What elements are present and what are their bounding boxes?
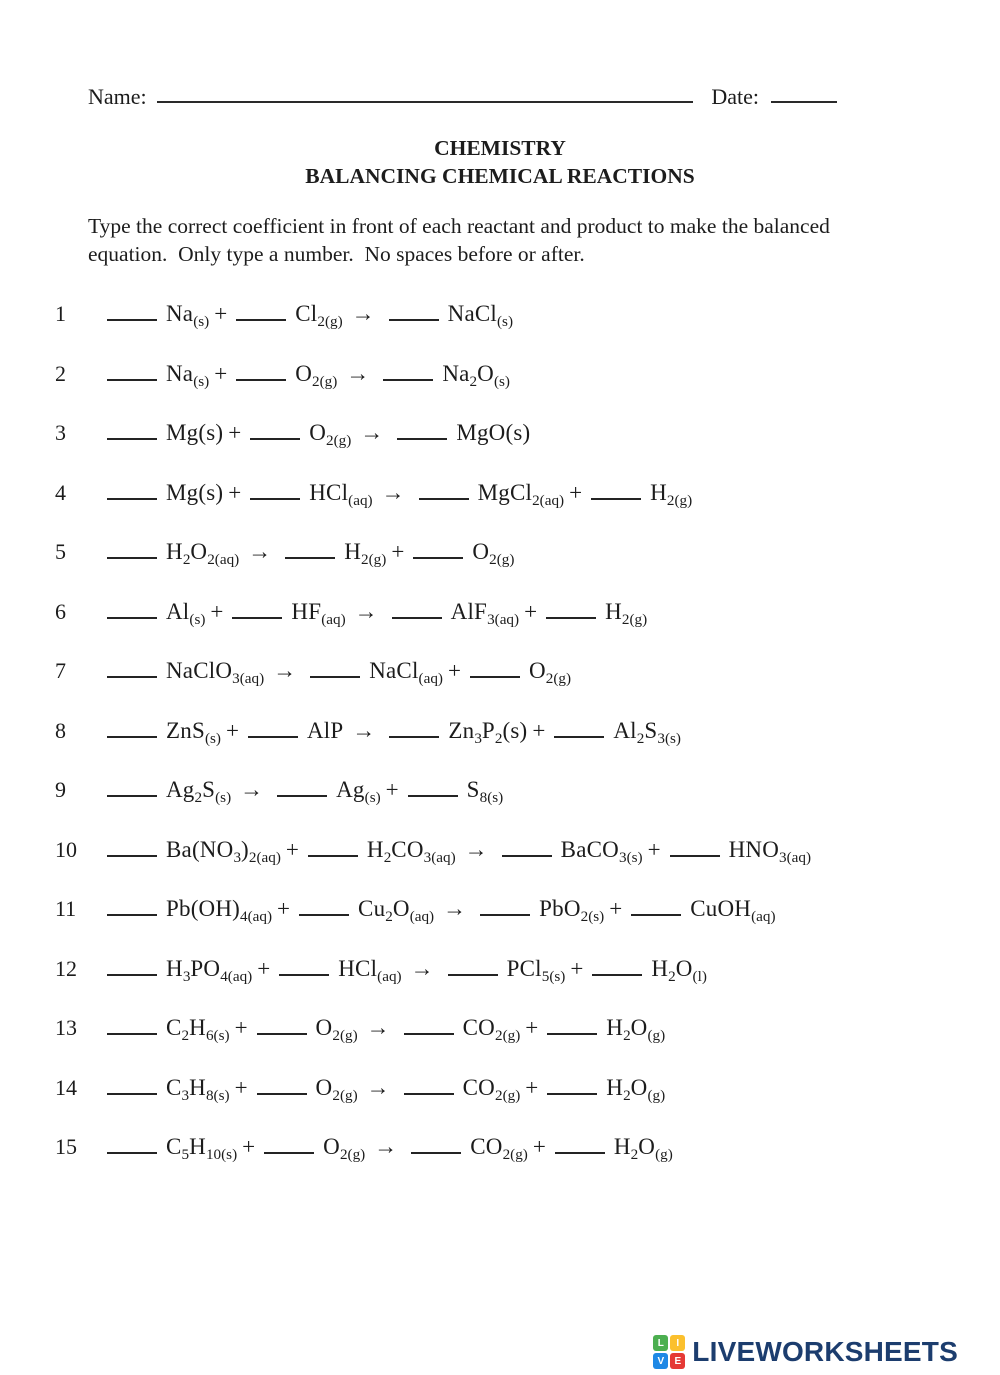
chemical-formula: $H_2CO_{3(aq)}$ [366,836,456,866]
coefficient-blank[interactable] [547,1033,597,1035]
chemical-formula: $H_2O_{(g)}$ [606,1074,666,1104]
equation-number: 4 [55,479,66,505]
plus-operator: + [570,955,584,981]
coefficient-blank[interactable] [279,974,329,976]
chemical-formula: AlP [306,717,344,743]
chemical-formula: $O_{2(g)}$ [315,1015,358,1044]
coefficient-blank[interactable] [502,855,552,857]
logo-tile-i: I [670,1335,685,1351]
chemical-formula: $C_2H_{6(s)}$ [166,1015,230,1044]
chemical-formula: $C_5H_{10(s)}$ [166,1134,238,1163]
reaction-arrow: → [248,539,272,564]
plus-operator: + [525,1074,539,1100]
coefficient-blank[interactable] [546,617,596,619]
chemical-formula: NaClO$_{3(aq)}$ [166,658,265,687]
instructions-line-2: equation. Only type a number. No spaces before or after. [88,241,585,266]
equation-row [55,820,1000,880]
chemical-formula: $Pb(OH)_{4(aq)}$ [166,896,273,925]
date-blank[interactable] [771,101,837,103]
plus-operator: + [569,479,583,505]
instructions [88,213,910,268]
reaction-arrow: → [381,479,405,505]
equation-row [55,463,1000,523]
chemical-formula: $O_{2(g)}$ [295,360,338,390]
coefficient-blank[interactable] [480,914,530,916]
plus-operator: + [647,836,661,862]
equation-row [55,344,1000,404]
plus-operator: + [210,598,224,624]
equation-number: 10 [55,836,77,862]
coefficient-blank[interactable] [310,676,360,678]
coefficient-blank[interactable] [107,1033,157,1035]
equation-number: 13 [55,1015,77,1040]
date-label: Date: [711,84,759,109]
plus-operator: + [242,1134,256,1159]
chemical-formula: $CO_{2(g)}$ [462,1074,521,1104]
chemical-formula: $CO_{2(g)}$ [462,1015,521,1044]
plus-operator: + [277,896,291,921]
chemical-formula: Mg(s) [166,479,224,505]
reaction-arrow: → [443,896,467,921]
equation-row [55,998,1000,1058]
logo-tile-l: L [653,1335,668,1351]
coefficient-blank[interactable] [107,736,157,738]
reaction-arrow: → [366,1015,390,1040]
coefficient-blank[interactable] [592,974,642,976]
chemical-formula: ZnS$_{(s)}$ [166,717,221,747]
chemical-formula: $H_{2(g)}$ [605,598,648,628]
coefficient-blank[interactable] [670,855,720,857]
coefficient-blank[interactable] [308,855,358,857]
coefficient-blank[interactable] [392,617,442,619]
equation-row [55,1117,1000,1177]
plus-operator: + [532,1134,546,1159]
chemical-formula: $O_{2(g)}$ [528,658,572,687]
title-block [0,135,1000,190]
coefficient-blank[interactable] [448,974,498,976]
plus-operator: + [447,658,461,683]
chemical-formula: BaCO$_{3(s)}$ [560,836,643,866]
reaction-arrow: → [464,836,488,862]
chemical-formula: $Ba(NO_3)_{2(aq)}$ [166,836,281,866]
plus-operator: + [257,955,271,981]
chemical-formula: $Al_2S_{3(s)}$ [613,717,681,747]
plus-operator: + [228,420,242,445]
chemical-formula: PCl$_{5(s)}$ [506,955,566,985]
coefficient-blank[interactable] [107,319,157,321]
chemical-formula: $H_2O_{(g)}$ [613,1134,673,1163]
coefficient-blank[interactable] [236,319,286,321]
chemical-formula: $H_{2(g)}$ [344,539,387,568]
chemical-formula: $O_{2(g)}$ [472,539,515,568]
coefficient-blank[interactable] [404,1033,454,1035]
equation-row [55,939,1000,999]
coefficient-blank[interactable] [411,1152,461,1154]
liveworksheets-logo[interactable] [653,1335,958,1369]
plus-operator: + [225,717,239,743]
plus-operator: + [385,777,399,802]
equation-row [55,701,1000,761]
coefficient-blank[interactable] [107,498,157,500]
equation-row [55,522,1000,582]
chemical-formula: $HF_{(aq)}$ [291,598,346,628]
coefficient-blank[interactable] [250,498,300,500]
coefficient-blank[interactable] [419,498,469,500]
name-date-row [88,84,837,110]
chemical-formula: MgO(s) [456,420,531,445]
coefficient-blank[interactable] [107,557,157,559]
page-title: CHEMISTRY [434,136,566,160]
instructions-line-1: Type the correct coefficient in front of each reactant and product to make the balanced [88,214,830,238]
coefficient-blank[interactable] [257,1093,307,1095]
plus-operator: + [214,301,228,326]
reaction-arrow: → [366,1074,390,1100]
reaction-arrow: → [240,777,264,802]
plus-operator: + [228,479,242,505]
reaction-arrow: → [352,717,376,743]
chemical-formula: NaCl$_{(s)}$ [447,301,514,330]
plus-operator: + [234,1015,248,1040]
coefficient-blank[interactable] [107,795,157,797]
equation-number: 9 [55,777,66,802]
chemical-formula: $Ag_{(s)}$ [336,777,381,806]
plus-operator: + [532,717,546,743]
equations-list [0,284,1000,1177]
coefficient-blank[interactable] [107,914,157,916]
coefficient-blank[interactable] [107,855,157,857]
chemical-formula: $H_3PO_{4(aq)}$ [166,955,253,985]
coefficient-blank[interactable] [404,1093,454,1095]
chemical-formula: $Cu_2O_{(aq)}$ [358,896,435,925]
coefficient-blank[interactable] [107,379,157,381]
reaction-arrow: → [346,360,370,386]
equation-row [55,760,1000,820]
coefficient-blank[interactable] [107,1093,157,1095]
equation-number: 3 [55,420,66,445]
equation-number: 8 [55,717,66,743]
chemical-formula: MgCl$_{2(aq)}$ [477,479,565,509]
chemical-formula: $S_{8(s)}$ [466,777,504,806]
coefficient-blank[interactable] [408,795,458,797]
chemical-formula: $CO_{2(g)}$ [470,1134,528,1163]
chemical-formula: AlF$_{3(aq)}$ [450,598,520,628]
equation-number: 1 [55,301,66,326]
logo-tile-v: V [653,1353,668,1369]
chemical-formula: HCl$_{(aq)}$ [338,955,402,985]
chemical-formula: $Na_2O_{(s)}$ [442,360,510,390]
equation-number: 7 [55,658,66,683]
coefficient-blank[interactable] [257,1033,307,1035]
chemical-formula: $O_{2(g)}$ [323,1134,366,1163]
chemical-formula: NaCl$_{(aq)}$ [369,658,443,687]
chemical-formula: $Na_{(s)}$ [166,360,210,390]
chemical-formula: $Al_{(s)}$ [166,598,206,628]
coefficient-blank[interactable] [413,557,463,559]
chemical-formula: $C_3H_{8(s)}$ [166,1074,230,1104]
reaction-arrow: → [360,420,384,445]
worksheet-page [0,84,1000,1375]
equation-row [55,582,1000,642]
liveworksheets-wordmark: LIVEWORKSHEETS [692,1336,958,1367]
coefficient-blank[interactable] [107,676,157,678]
reaction-arrow: → [410,955,434,981]
reaction-arrow: → [354,598,378,624]
chemical-formula: $Na_{(s)}$ [166,301,210,330]
plus-operator: + [391,539,405,564]
coefficient-blank[interactable] [277,795,327,797]
reaction-arrow: → [273,658,297,683]
plus-operator: + [524,598,538,624]
name-label: Name: [88,84,147,109]
coefficient-blank[interactable] [591,498,641,500]
plus-operator: + [285,836,299,862]
coefficient-blank[interactable] [285,557,335,559]
equation-row [55,284,1000,344]
coefficient-blank[interactable] [554,736,604,738]
plus-operator: + [214,360,228,386]
liveworksheets-tiles-icon [653,1335,685,1369]
logo-tile-e: E [670,1353,685,1369]
chemical-formula: PbO$_{2(s)}$ [539,896,605,925]
coefficient-blank[interactable] [631,914,681,916]
chemical-formula: $H_2O_{(l)}$ [651,955,707,985]
equation-number: 6 [55,598,66,624]
equation-row [55,641,1000,701]
coefficient-blank[interactable] [264,1152,314,1154]
chemical-formula: $H_2O_{2(aq)}$ [166,539,240,568]
coefficient-blank[interactable] [397,438,447,440]
plus-operator: + [525,1015,539,1040]
chemical-formula: Mg(s) [166,420,224,445]
chemical-formula: $Ag_2S_{(s)}$ [166,777,232,806]
coefficient-blank[interactable] [107,617,157,619]
reaction-arrow: → [351,301,375,326]
coefficient-blank[interactable] [383,379,433,381]
equation-number: 14 [55,1074,77,1100]
chemical-formula: $O_{2(g)}$ [315,1074,358,1104]
coefficient-blank[interactable] [389,736,439,738]
plus-operator: + [234,1074,248,1100]
page-subtitle: BALANCING CHEMICAL REACTIONS [305,163,695,188]
chemical-formula: $H_2O_{(g)}$ [606,1015,666,1044]
coefficient-blank[interactable] [250,438,300,440]
equation-number: 2 [55,360,66,386]
equation-number: 5 [55,539,66,564]
name-blank[interactable] [157,101,694,103]
coefficient-blank[interactable] [107,438,157,440]
reaction-arrow: → [374,1134,398,1159]
coefficient-blank[interactable] [236,379,286,381]
chemical-formula: CuOH$_{(aq)}$ [690,896,776,925]
equation-row [55,879,1000,939]
equation-number: 11 [55,896,77,921]
coefficient-blank[interactable] [107,974,157,976]
chemical-formula: HCl$_{(aq)}$ [309,479,373,509]
coefficient-blank[interactable] [248,736,298,738]
chemical-formula: $O_{2(g)}$ [309,420,352,449]
coefficient-blank[interactable] [299,914,349,916]
chemical-formula: $H_{2(g)}$ [650,479,693,509]
equation-number: 15 [55,1134,77,1159]
equation-row [55,1058,1000,1118]
coefficient-blank[interactable] [470,676,520,678]
chemical-formula: $Cl_{2(g)}$ [295,301,343,330]
coefficient-blank[interactable] [547,1093,597,1095]
coefficient-blank[interactable] [389,319,439,321]
equation-row [55,403,1000,463]
coefficient-blank[interactable] [555,1152,605,1154]
coefficient-blank[interactable] [107,1152,157,1154]
plus-operator: + [609,896,623,921]
chemical-formula: $HNO_{3(aq)}$ [728,836,812,866]
chemical-formula: $Zn_3P_2(s)$ [448,717,528,747]
coefficient-blank[interactable] [232,617,282,619]
equation-number: 12 [55,955,77,981]
